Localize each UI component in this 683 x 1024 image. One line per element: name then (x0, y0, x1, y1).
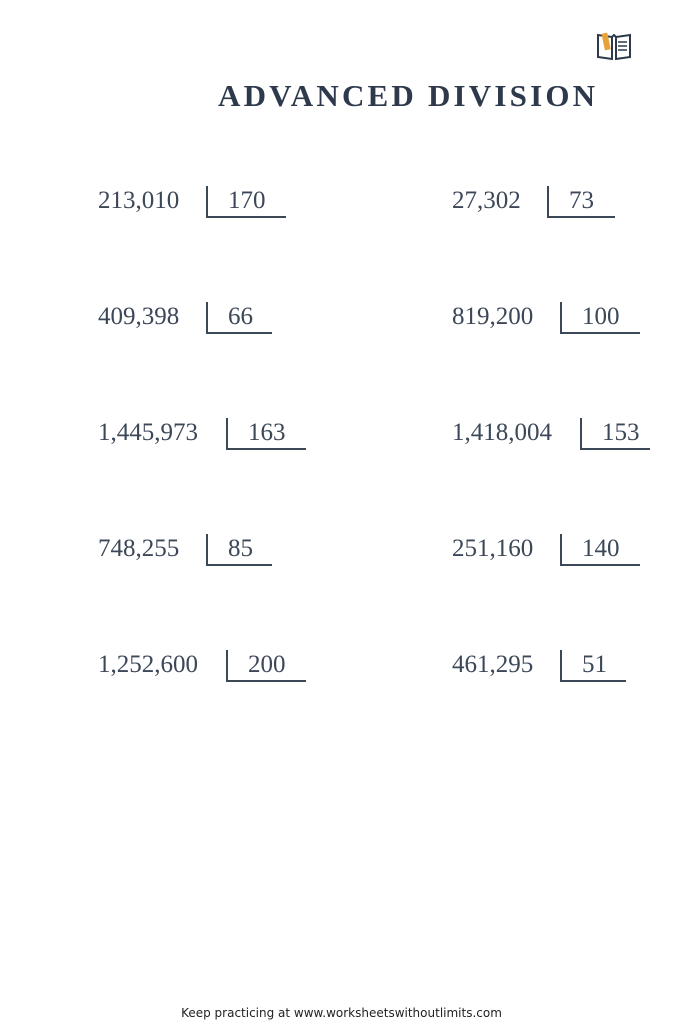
dividend: 461,295 (452, 651, 534, 678)
dividend: 213,010 (98, 187, 180, 214)
division-bracket (560, 302, 640, 334)
dividend: 1,252,600 (98, 651, 198, 678)
divisor: 163 (248, 419, 286, 446)
dividend: 251,160 (452, 535, 534, 562)
divisor: 200 (248, 651, 286, 678)
divisor: 140 (582, 535, 620, 562)
division-bracket (547, 186, 615, 218)
division-bracket (226, 650, 306, 682)
dividend: 27,302 (452, 187, 521, 214)
dividend: 1,418,004 (452, 419, 552, 446)
division-bracket (560, 650, 626, 682)
dividend: 748,255 (98, 535, 180, 562)
division-bracket (226, 418, 306, 450)
dividend: 1,445,973 (98, 419, 198, 446)
divisor: 153 (602, 419, 640, 446)
divisor: 85 (228, 535, 253, 562)
division-bracket (560, 534, 640, 566)
divisor: 51 (582, 651, 607, 678)
page-title: ADVANCED DIVISION (218, 78, 599, 113)
book-icon (596, 30, 632, 62)
division-bracket (206, 534, 272, 566)
divisor: 170 (228, 187, 266, 214)
dividend: 819,200 (452, 303, 534, 330)
division-bracket (206, 302, 272, 334)
dividend: 409,398 (98, 303, 180, 330)
division-bracket (580, 418, 650, 450)
divisor: 100 (582, 303, 620, 330)
divisor: 66 (228, 303, 253, 330)
footer-text: Keep practicing at www.worksheetswithoutlimits.com (181, 1006, 502, 1020)
divisor: 73 (569, 187, 594, 214)
division-bracket (206, 186, 286, 218)
